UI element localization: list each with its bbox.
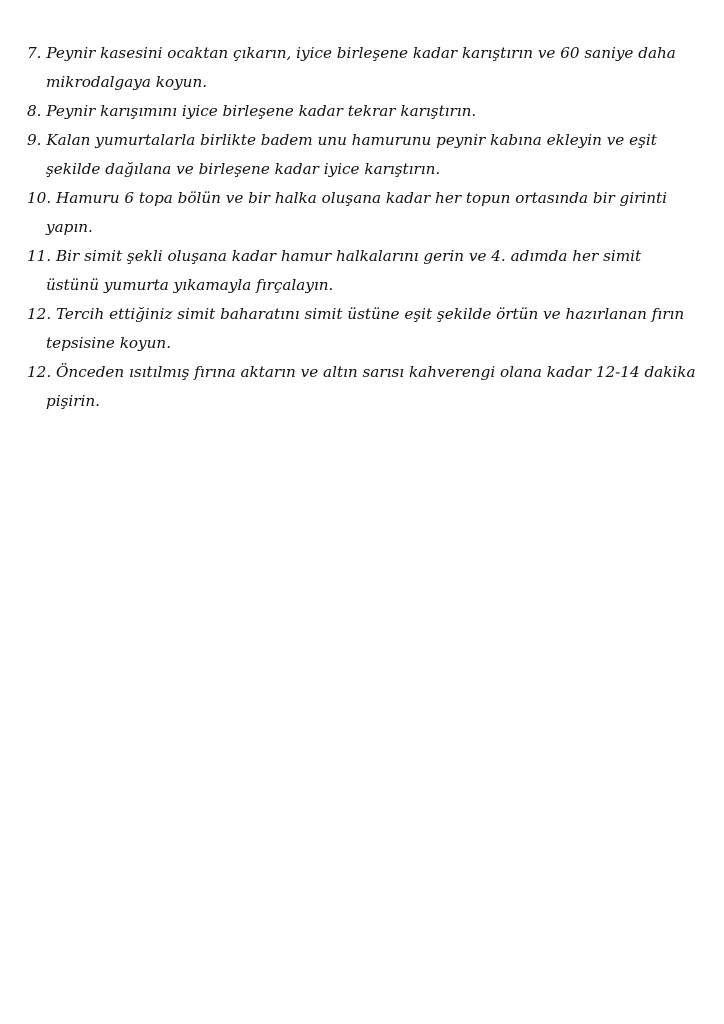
- recipe-steps-list: [27, 39, 697, 416]
- recipe-step-9: 9. Kalan yumurtalarla birlikte badem unu hamurunu peynir kabına ekleyin ve eşit şekilde dağılana ve birleşene kadar iyice karıştırın.: [27, 131, 657, 178]
- recipe-step-10: 10. Hamuru 6 topa bölün ve bir halka oluşana kadar her topun ortasında bir girinti yapın.: [27, 189, 667, 236]
- recipe-step-7: 7. Peynir kasesini ocaktan çıkarın, iyice birleşene kadar karıştırın ve 60 saniye daha mikrodalgaya koyun.: [27, 44, 676, 91]
- recipe-step-12b: 12. Önceden ısıtılmış fırına aktarın ve altın sarısı kahverengi olana kadar 12-14 dakika pişirin.: [27, 363, 696, 410]
- recipe-step-8: 8. Peynir karışımını iyice birleşene kadar tekrar karıştırın.: [27, 102, 477, 120]
- recipe-step-11: 11. Bir simit şekli oluşana kadar hamur halkalarını gerin ve 4. adımda her simit üstünü yumurta yıkamayla fırçalayın.: [27, 247, 642, 294]
- recipe-step-12a: 12. Tercih ettiğiniz simit baharatını simit üstüne eşit şekilde örtün ve hazırlanan fırın tepsisine koyun.: [27, 305, 685, 352]
